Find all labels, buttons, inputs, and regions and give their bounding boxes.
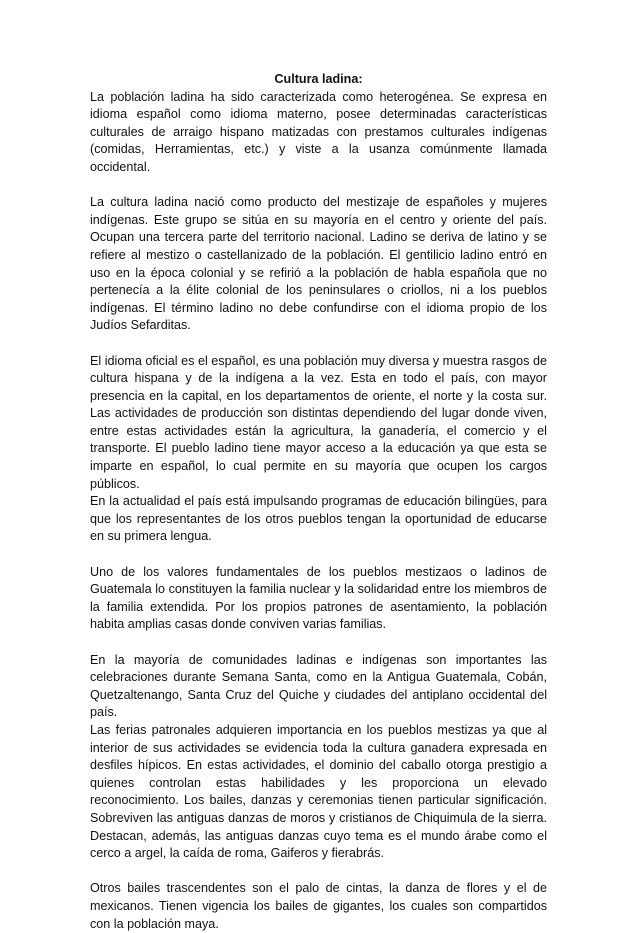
document-title: Cultura ladina: [274, 72, 363, 86]
paragraph-otros-bailes: Otros bailes trascendentes son el palo de cintas, la danza de flores y el de mexicanos. Tienen vigencia los bailes de gigantes, los cuales son compartidos con la población maya. [90, 881, 547, 931]
paragraph-idioma-oficial: El idioma oficial es el español, es una población muy diversa y muestra rasgos de cultura hispana y de la indígena a la vez. Esta en todo el país, con mayor presencia en la capital, en los departamentos de oriente, el norte y la costa sur. Las actividades de producción son distintas dependiendo del lugar donde viven, entre estas actividades están la agricultura, la ganadería, el comercio y el transporte. El pueblo ladino tiene mayor acceso a la educación ya que esta se imparte en español, lo cual permite en su mayoría que ocupen los cargos públicos. [90, 353, 547, 491]
paragraph-valores-familia: Uno de los valores fundamentales de los pueblos mestizaos o ladinos de Guatemala lo constituyen la familia nuclear y la solidaridad entre los miembros de la familia extendida. Por los propios patrones de asentamiento, la población habita amplias casas donde conviven varias familias. [90, 564, 547, 632]
paragraph-ferias-patronales: Las ferias patronales adquieren importancia en los pueblos mestizas ya que al interior de sus actividades se evidencia toda la cultura ganadera expresada en desfiles hípicos. En estas actividades, el dominio del caballo otorga prestigio a quienes controlan estas habilidades y les proporciona un elevado reconocimiento. Los bailes, danzas y ceremonias tienen particular significación. Sobreviven las antiguas danzas de moros y cristianos de Chiquimula de la sierra. Destacan, además, las antiguas danzas cuyo tema es el mundo árabe como el cerco a argel, la caída de roma, Gaiferos y fierabrás. [90, 722, 547, 861]
paragraph-poblacion-ladina: La población ladina ha sido caracterizada como heterogénea. Se expresa en idioma español como idioma materno, posee determinadas características culturales de arraigo hispano matizadas con prestamos culturales indígenas (comidas, Herramientas, etc.) y viste a la usanza comúnmente llamada occidental. [90, 89, 547, 174]
paragraph-semana-santa: En la mayoría de comunidades ladinas e indígenas son importantes las celebraciones durante Semana Santa, como en la Antigua Guatemala, Cobán, Quetzaltenango, Santa Cruz del Quiche y ciudades del antiplano occidental del país. [90, 652, 547, 720]
paragraph-origen-mestizaje: La cultura ladina nació como producto del mestizaje de españoles y mujeres indígenas. Este grupo se sitúa en su mayoría en el centro y oriente del país. Ocupan una tercera parte del territorio nacional. Ladino se deriva de latino y se refiere al mestizo o castellanizado de la población. El gentilicio ladino entró en uso en la época colonial y se refirió a la población de habla española que no pertenecía a la élite colonial de los peninsulares o criollos, ni a los pueblos indígenas. El término ladino no debe confundirse con el idioma propio de los Judíos Sefarditas. [90, 195, 547, 333]
paragraph-educacion-bilingue: En la actualidad el país está impulsando programas de educación bilingües, para que los representantes de los otros pueblos tengan la oportunidad de educarse en su primera lengua. [90, 494, 547, 544]
document-body [90, 71, 547, 933]
